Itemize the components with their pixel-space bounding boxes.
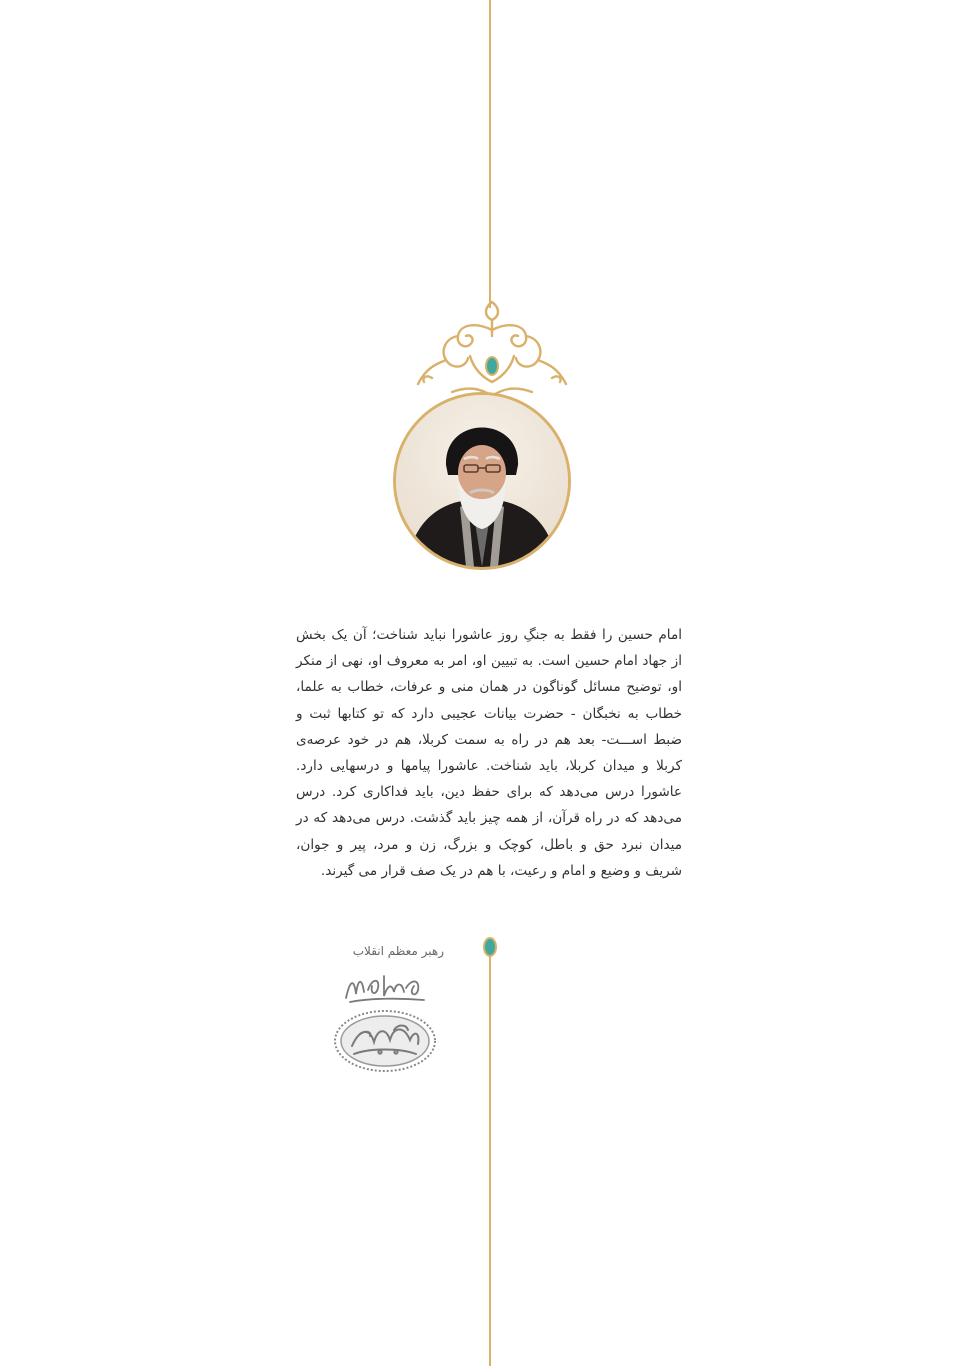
- teal-gem-icon: [482, 936, 498, 958]
- attribution-label: رهبر معظم انقلاب: [352, 944, 444, 958]
- quote-paragraph: امام حسین را فقط به جنگِ روز عاشورا نباید شناخت؛ آن یک بخش از جهاد امام حسین است. به تبیین او، امر به معروف او، نهی از منکر او، توضیح مسائل گوناگون در همان منی و عرفات، خطاب به علما، خطاب به نخبگان - حضرت بیانات عجیبی دارد که تو کتابها ثبت و ضبط اســـت- بعد هم در راه به سمت کربلا، هم در خود عرصه‌ی کربلا و میدان کربلا، باید شناخت. عاشورا پیامها و درسهایی دارد. عاشورا درس می‌دهد که برای حفظ دین، باید فداکاری کرد. درس می‌دهد که در راه قرآن، از همه چیز باید گذشت. درس می‌دهد که در میدان نبرد حق و باطل، کوچک و بزرگ، زن و مرد، پیر و جوان، شریف و وضیع و امام و رعیت، با هم در یک صف قرار می گیرند.: [296, 627, 682, 879]
- top-divider-line: [489, 0, 491, 308]
- official-seal-stamp: [330, 1006, 440, 1076]
- handwritten-signature: [340, 968, 430, 1008]
- bottom-divider-line: [489, 956, 491, 1366]
- arabesque-ornament-icon: [412, 296, 572, 400]
- leader-portrait: [393, 392, 571, 570]
